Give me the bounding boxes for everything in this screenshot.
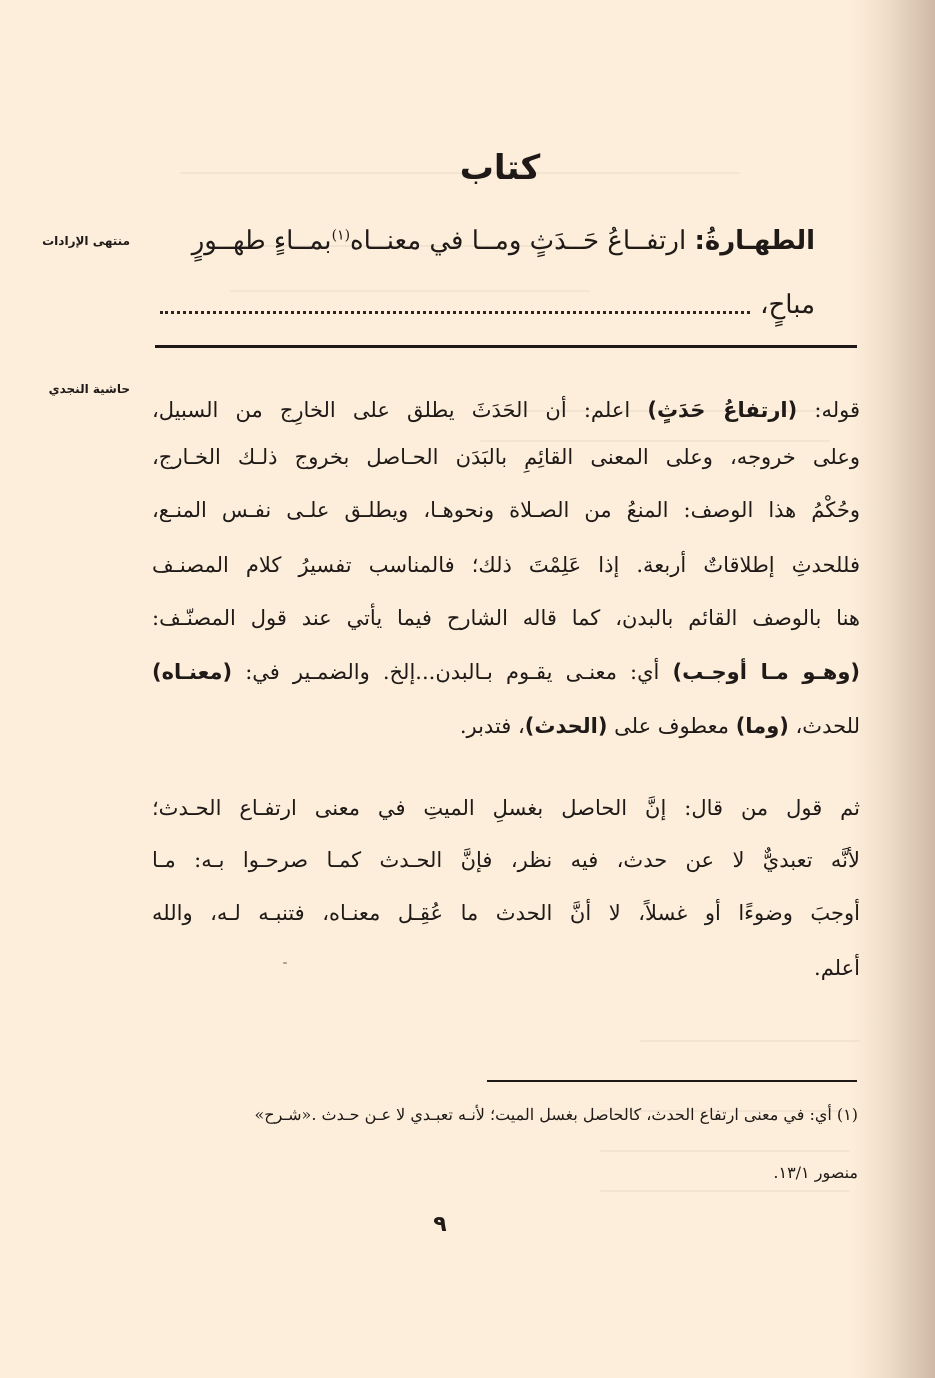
- matn-line-1: [155, 226, 815, 256]
- commentary-line: وعلى خروجه، وعلى المعنى القائِمِ بالبَدَن الحـاصل بخروج ذلـك الخـارج،: [152, 445, 860, 469]
- commentary-line: أوجبَ وضوءًا أو غسلاً، لا أنَّ الحدث ما عُقِـل معنـاه، فتنبـه لـه، والله: [152, 901, 860, 925]
- matn-line-2: [155, 290, 815, 320]
- quoted-phrase: (الحدث): [524, 714, 608, 738]
- footnote-ref: (١): [331, 227, 351, 244]
- matn-text: ارتفــاعُ حَــدَثٍ ومــا في معنــاه: [350, 226, 695, 256]
- dotted-leader: [160, 311, 750, 314]
- commentary-line: للحدث، (وما) معطوف على (الحدث)، فتدبر.: [459, 714, 860, 738]
- matn-term: الطهـارةُ:: [694, 226, 815, 256]
- margin-label-matn-source: منتهى الإرادات: [42, 234, 130, 248]
- book-heading: كتاب: [459, 148, 541, 188]
- page-number: ٩: [433, 1212, 447, 1237]
- commentary-line: (وهـو مـا أوجـب) أي: معنـى يقـوم بـالبدن...إلخ. والضمـير في: (معنـاه): [152, 660, 860, 684]
- matn-text-2: مباحٍ،: [760, 290, 815, 320]
- footnote-separator: [487, 1080, 857, 1082]
- commentary-line: ثم قول من قال: إنَّ الحاصل بغسلِ الميتِ في معنى ارتفـاع الحـدث؛: [152, 796, 860, 820]
- quoted-phrase: (ارتفاعُ حَدَثٍ): [647, 398, 798, 422]
- footnote-line: (١) أي: في معنى ارتفاع الحدث، كالحاصل بغسل الميت؛ لأنـه تعبـدي لا عـن حـدث .«شـرح»: [254, 1105, 858, 1124]
- commentary-line: قوله: (ارتفاعُ حَدَثٍ) اعلم: أن الحَدَثَ يطلق على الخارِج من السبيل،: [152, 398, 861, 422]
- quoted-phrase: (وهـو مـا أوجـب): [672, 660, 860, 684]
- section-divider: [155, 345, 857, 348]
- commentary-line: وحُكْمُ هذا الوصف: المنعُ من الصـلاة ونحوهـا، ويطلـق علـى نفـس المنـع،: [152, 498, 860, 522]
- quoted-phrase: (معنـاه): [152, 660, 233, 684]
- commentary-line: هنا بالوصف القائم بالبدن، كما قاله الشارح فيما يأتي عند قول المصنّـف:: [152, 606, 860, 630]
- commentary-line: أعلم.: [814, 956, 860, 980]
- paper-speck: [283, 962, 287, 964]
- commentary-line: فللحدثِ إطلاقاتٌ أربعة. إذا عَلِمْتَ ذلك؛ فالمناسب تفسيرُ كلام المصنـف: [152, 553, 860, 577]
- margin-label-commentary-source: حاشية النجدي: [48, 382, 130, 396]
- commentary-line: لأنَّه تعبديٌّ لا عن حدث، فيه نظر، فإنَّ الحـدث كمـا صرحـوا بـه: مـا: [152, 848, 860, 872]
- quoted-phrase: (وما): [735, 714, 789, 738]
- footnote-line: منصور ١٣/١.: [773, 1163, 858, 1182]
- matn-tail: بمــاءٍ طهــورٍ: [191, 226, 332, 256]
